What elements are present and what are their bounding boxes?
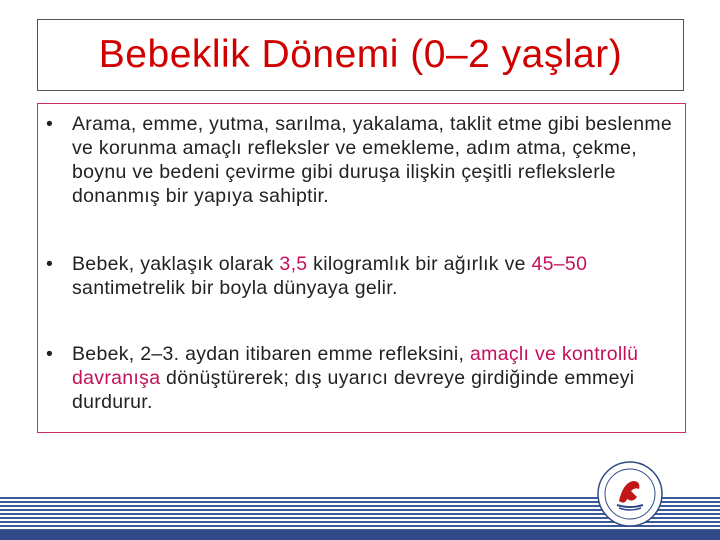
university-seal-icon xyxy=(597,461,663,527)
bullet-marker: • xyxy=(46,113,54,135)
bullet-item-3 xyxy=(46,342,676,414)
bullet-text: santimetrelik bir boyla dünyaya gelir. xyxy=(72,277,398,299)
highlight-behavior: amaçlı ve kontrollü davranışa xyxy=(72,343,639,389)
bullet-item-2 xyxy=(46,252,676,300)
slide-title: Bebeklik Dönemi (0–2 yaşlar) xyxy=(98,33,623,76)
bullet-text: Bebek, 2–3. aydan itibaren emme refleksini, xyxy=(72,343,470,365)
bullet-text: kilogramlık bir ağırlık ve xyxy=(307,253,532,275)
highlight-weight: 3,5 xyxy=(279,253,308,275)
title-frame xyxy=(37,19,684,91)
bullet-text: dönüştürerek; dış uyarıcı devreye girdiğinde emmeyi durdurur. xyxy=(72,367,635,413)
footer-bar xyxy=(0,530,720,540)
bullet-marker: • xyxy=(46,343,54,365)
bullet-item-1 xyxy=(46,112,676,208)
bullet-text: Bebek, yaklaşık olarak xyxy=(72,253,280,275)
highlight-length: 45–50 xyxy=(531,253,588,275)
bullet-marker: • xyxy=(46,253,54,275)
bullet-text: Arama, emme, yutma, sarılma, yakalama, taklit etme gibi beslenme ve korunma amaçlı refleksler ve emekleme, adım atma, çekme, boynu ve bedeni çevirme gibi duruşa ilişkin çeşitli reflekslerle donanmış bir yapıya sahiptir. xyxy=(72,113,673,207)
content-frame xyxy=(37,103,686,433)
